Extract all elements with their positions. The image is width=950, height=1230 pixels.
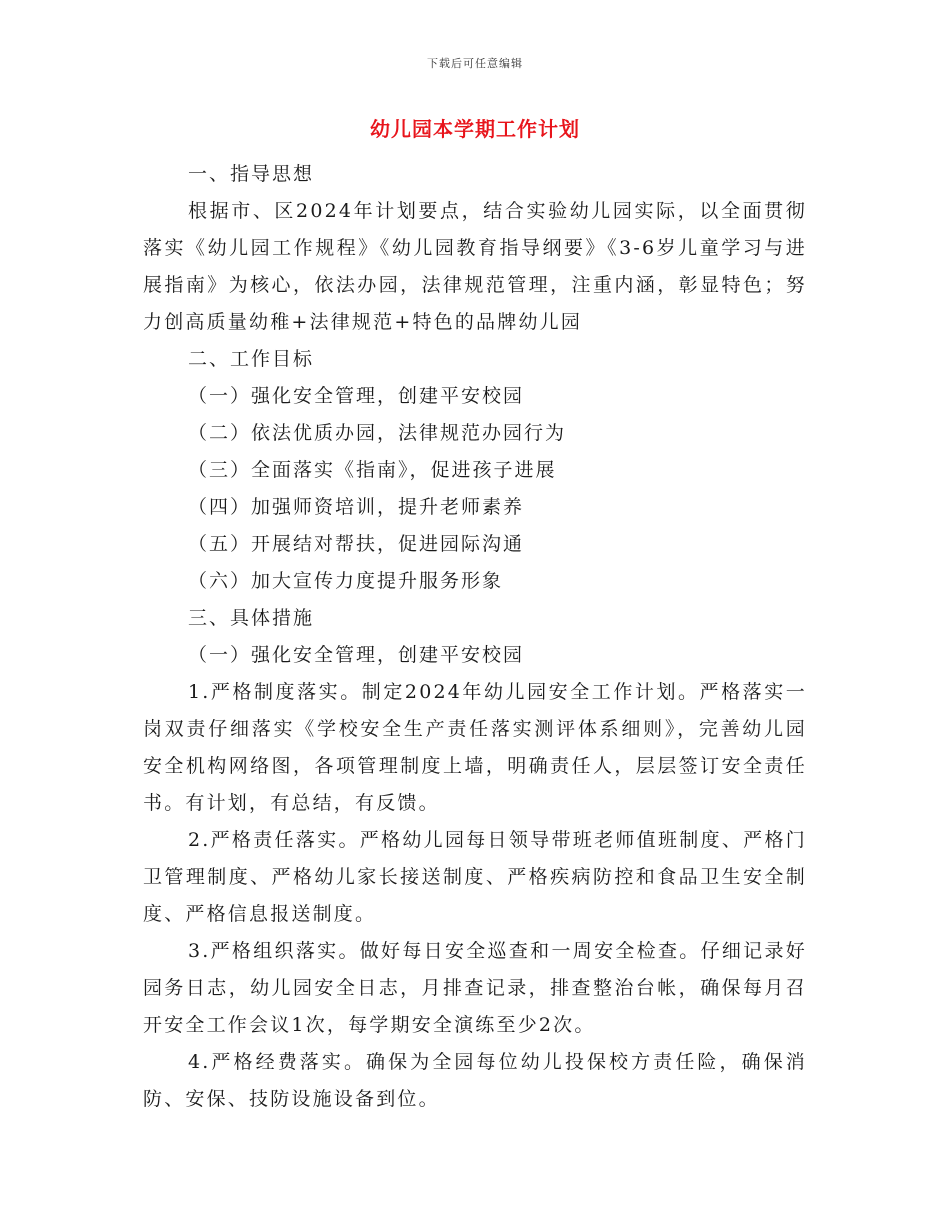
measure-paragraph: 2.严格责任落实。严格幼儿园每日领导带班老师值班制度、严格门卫管理制度、严格幼儿家长接送制度、严格疾病防控和食品卫生安全制度、严格信息报送制度。 <box>143 829 807 925</box>
work-goal-item: （三）全面落实《指南》，促进孩子进展 <box>188 459 557 481</box>
section-heading-specific-measures: 三、具体措施 <box>188 607 315 629</box>
work-goal-item: （六）加大宣传力度提升服务形象 <box>188 570 504 592</box>
work-goal-item: （二）依法优质办园，法律规范办园行为 <box>188 422 567 444</box>
work-goal-item: （一）强化安全管理，创建平安校园 <box>188 385 525 407</box>
measure-paragraph: 1.严格制度落实。制定2024年幼儿园安全工作计划。严格落实一岗双责仔细落实《学校安全生产责任落实测评体系细则》，完善幼儿园安全机构网络图，各项管理制度上墙，明确责任人，层层签订安全责任书。有计划，有总结，有反馈。 <box>143 681 807 814</box>
section-heading-guiding-ideology: 一、指导思想 <box>188 163 315 185</box>
page-header-note: 下载后可任意编辑 <box>427 57 523 70</box>
measure-paragraph: 3.严格组织落实。做好每日安全巡查和一周安全检查。仔细记录好园务日志，幼儿园安全日志，月排查记录，排查整治台帐，确保每月召开安全工作会议1次，每学期安全演练至少2次。 <box>143 940 807 1036</box>
measure-paragraph: 4.严格经费落实。确保为全园每位幼儿投保校方责任险，确保消防、安保、技防设施设备到位。 <box>143 1051 807 1110</box>
work-goal-item: （四）加强师资培训，提升老师素养 <box>188 496 525 518</box>
document-body <box>143 156 807 1118</box>
document-title: 幼儿园本学期工作计划 <box>370 117 580 141</box>
guiding-ideology-paragraph: 根据市、区2024年计划要点，结合实验幼儿园实际，以全面贯彻落实《幼儿园工作规程》《幼儿园教育指导纲要》《3-6岁儿童学习与进展指南》为核心，依法办园，法律规范管理，注重内涵，彰显特色；努力创高质量幼稚+法律规范+特色的品牌幼儿园 <box>143 200 807 333</box>
measures-subheading-safety: （一）强化安全管理，创建平安校园 <box>188 644 525 666</box>
work-goal-item: （五）开展结对帮扶，促进园际沟通 <box>188 533 525 555</box>
section-heading-work-goals: 二、工作目标 <box>188 348 315 370</box>
